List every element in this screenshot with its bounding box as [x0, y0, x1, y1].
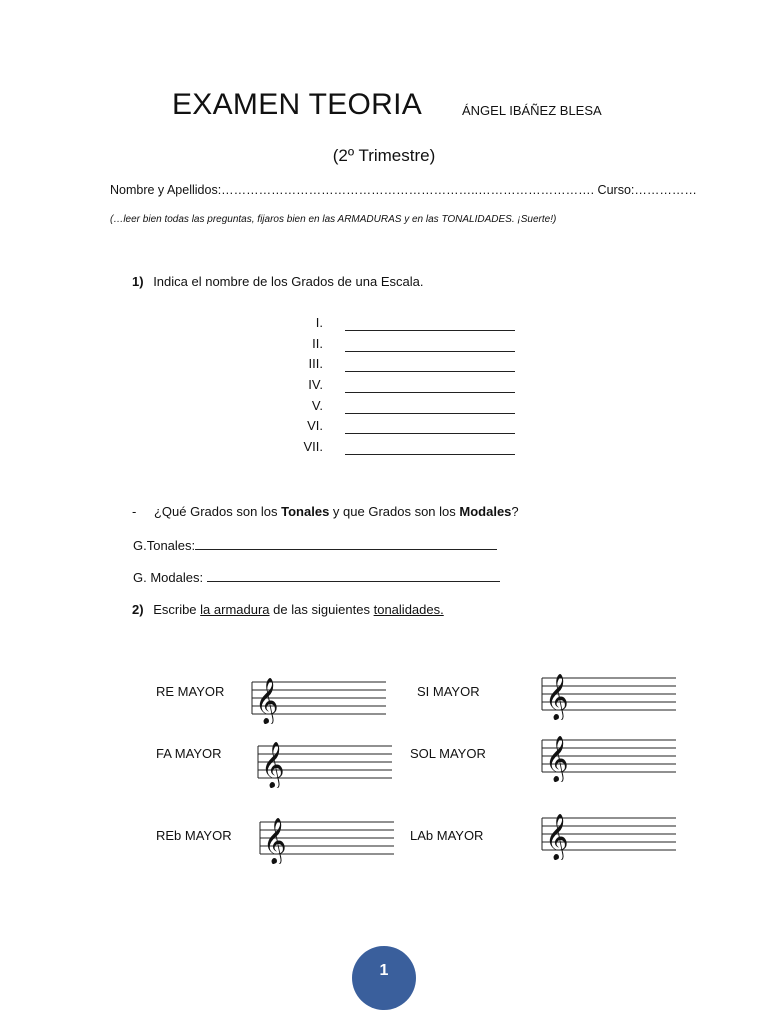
answer-line[interactable] — [345, 454, 515, 455]
question-1-number: 1) — [132, 274, 144, 289]
modales-label: G. Modales: — [133, 570, 207, 585]
grade-row — [290, 356, 530, 376]
grade-row — [290, 439, 530, 459]
subquestion-text-mid: y que Grados son los — [329, 504, 460, 519]
subquestion-text-pre: ¿Qué Grados son los — [153, 504, 282, 519]
treble-clef-icon: 𝄞 — [263, 818, 287, 864]
question-2-text-pre: Escribe — [153, 602, 201, 617]
question-2-text-mid: de las siguientes — [269, 602, 374, 617]
grade-numeral: VI. — [307, 418, 323, 433]
modales-answer-line[interactable] — [207, 569, 500, 582]
author-name: ÁNGEL IBÁÑEZ BLESA — [462, 103, 602, 118]
grade-numeral: II. — [312, 336, 323, 351]
term-subtitle: (2º Trimestre) — [332, 146, 436, 165]
name-course-line: Nombre y Apellidos:……………………………………………………..………………………. Curso:…………… — [110, 183, 697, 197]
grade-numeral: V. — [311, 398, 323, 413]
subquestion-text-end: ? — [511, 504, 519, 519]
grade-row — [290, 315, 530, 335]
key-label-reb-mayor: REb MAYOR — [156, 828, 232, 843]
tonalidades-underlined: tonalidades. — [373, 602, 444, 617]
instructions-note: (…leer bien todas las preguntas, fijaros bien en las ARMADURAS y en las TONALIDADES. ¡Suerte!) — [110, 214, 557, 225]
grade-row — [290, 336, 530, 356]
staff-reb-mayor[interactable] — [256, 806, 396, 864]
treble-clef-icon: 𝄞 — [545, 736, 569, 782]
modales-emphasis: Modales — [459, 504, 512, 519]
answer-line[interactable] — [345, 351, 515, 352]
tonales-label: G.Tonales: — [133, 538, 196, 553]
grade-row — [290, 398, 530, 418]
key-label-si-mayor: SI MAYOR — [417, 684, 480, 699]
grade-numeral: I. — [315, 315, 323, 330]
exam-title: EXAMEN TEORIA — [172, 88, 423, 121]
grade-numeral: VII. — [303, 439, 323, 454]
key-label-lab-mayor: LAb MAYOR — [410, 828, 484, 843]
tonales-answer-line[interactable] — [195, 537, 497, 550]
modales-answer — [133, 569, 500, 585]
staff-fa-mayor[interactable] — [254, 730, 394, 788]
grade-numeral: III. — [308, 356, 323, 371]
subquestion-dash: - — [132, 504, 137, 519]
key-label-fa-mayor: FA MAYOR — [156, 746, 222, 761]
treble-clef-icon: 𝄞 — [545, 674, 569, 720]
tonales-answer — [133, 537, 497, 553]
grade-row — [290, 418, 530, 438]
treble-clef-icon: 𝄞 — [261, 742, 285, 788]
question-1 — [132, 274, 423, 289]
staff-re-mayor[interactable] — [248, 666, 388, 724]
staff-si-mayor[interactable] — [538, 662, 678, 720]
page-number-badge — [352, 946, 416, 1010]
answer-line[interactable] — [345, 330, 515, 331]
grade-row — [290, 377, 530, 397]
armadura-underlined: la armadura — [200, 602, 270, 617]
answer-line[interactable] — [345, 433, 515, 434]
subquestion-tonales-modales — [132, 504, 519, 519]
treble-clef-icon: 𝄞 — [545, 814, 569, 860]
staff-sol-mayor[interactable] — [538, 724, 678, 782]
staff-lab-mayor[interactable] — [538, 802, 678, 860]
key-label-sol-mayor: SOL MAYOR — [410, 746, 486, 761]
answer-line[interactable] — [345, 371, 515, 372]
tonales-emphasis: Tonales — [281, 504, 330, 519]
treble-clef-icon: 𝄞 — [255, 678, 279, 724]
grade-numeral: IV. — [308, 377, 323, 392]
answer-line[interactable] — [345, 413, 515, 414]
question-2-number: 2) — [132, 602, 144, 617]
answer-line[interactable] — [345, 392, 515, 393]
page-number: 1 — [379, 962, 389, 979]
question-1-text: Indica el nombre de los Grados de una Escala. — [153, 274, 424, 289]
question-2 — [132, 602, 444, 617]
key-label-re-mayor: RE MAYOR — [156, 684, 225, 699]
